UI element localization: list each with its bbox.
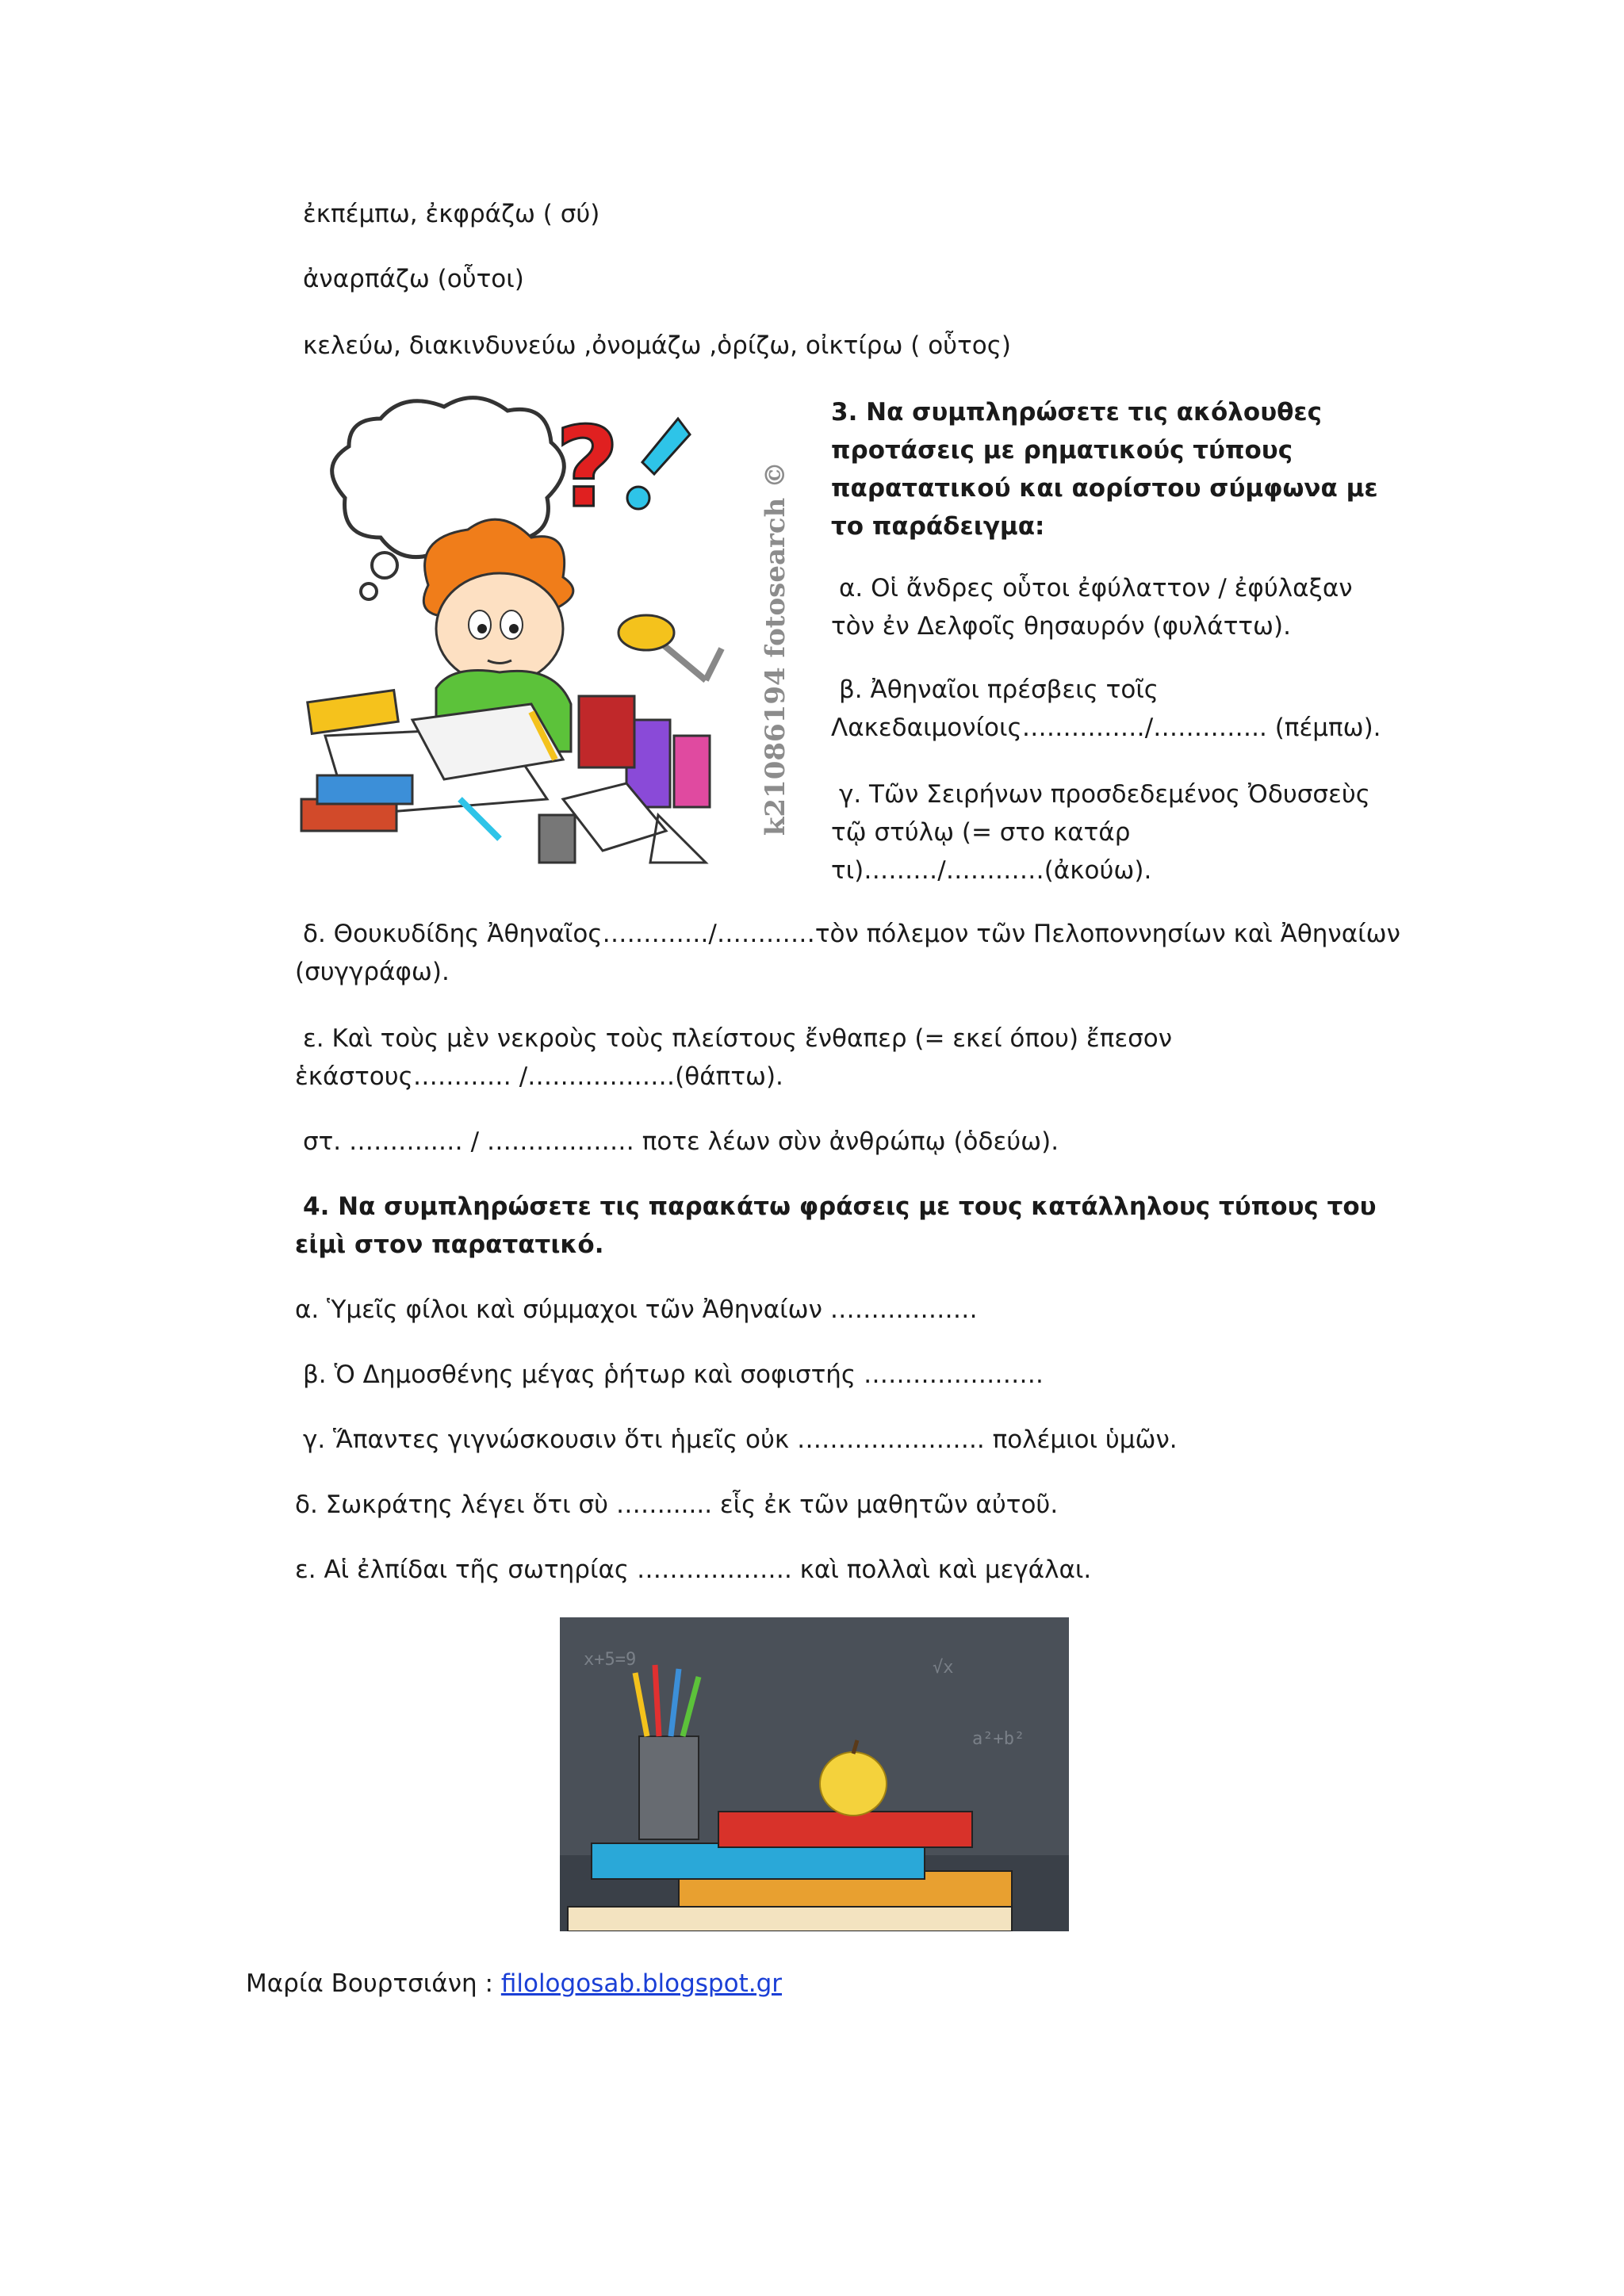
exercise3-e: ε. Καὶ τοὺς μὲν νεκροὺς τοὺς πλείστους ἔνθαπερ (= εκεί όπου) ἔπεσον ἑκάστους………… /………………(θάπτω). bbox=[295, 1024, 1173, 1091]
section4-heading: 4. Να συμπληρώσετε τις παρακάτω φράσεις με τους κατάλληλους τύπους του εἰμὶ στον παρατατικό. bbox=[295, 1192, 1377, 1259]
exercise3-a: α. Οἱ ἄνδρες οὗτοι ἐφύλαττον / ἐφύλαξαν τὸν ἐν Δελφοῖς θησαυρόν (φυλάττω). bbox=[831, 574, 1353, 641]
exercise3-d: δ. Θουκυδίδης Ἀθηναῖος…………./…………τὸν πόλεμον τῶν Πελοποννησίων καὶ Ἀθηναίων (συγγράφω). bbox=[295, 920, 1400, 986]
section3-heading: 3. Να συμπληρώσετε τις ακόλουθες προτάσεις με ρηματικούς τύπους παρατατικού και αορίστου σύμφωνα με το παράδειγμα: bbox=[831, 398, 1378, 541]
exercise3-b: β. Ἀθηναῖοι πρέσβεις τοῖς Λακεδαιμονίοις……………/………….. (πέμπω). bbox=[831, 675, 1381, 742]
footer bbox=[246, 1965, 782, 2003]
svg-text:a²+b²: a²+b² bbox=[972, 1729, 1025, 1749]
exercise4-item: δ. Σωκράτης λέγει ὅτι σὺ ……...... εἷς ἐκ τῶν μαθητῶν αὐτοῦ. bbox=[295, 1490, 1059, 1519]
classroom-photo bbox=[560, 1617, 1069, 1931]
exercise4-item: α. Ὑμεῖς φίλοι καὶ σύμμαχοι τῶν Ἀθηναίων ……………… bbox=[295, 1295, 978, 1324]
verb-line-2: ἀναρπάζω (οὗτοι) bbox=[303, 265, 524, 293]
exercise4-item: β. Ὁ Δημοσθένης μέγας ῥήτωρ καὶ σοφιστής …………………. bbox=[303, 1360, 1044, 1389]
verb-line-1: ἐκπέμπω, ἐκφράζω ( σύ) bbox=[303, 200, 600, 228]
svg-text:?: ? bbox=[555, 404, 620, 533]
exercise4-item: γ. Ἅπαντες γιγνώσκουσιν ὅτι ἡμεῖς οὐκ ………………….. πολέμιοι ὑμῶν. bbox=[303, 1425, 1178, 1454]
author-name: Μαρία Βουρτσιάνη : bbox=[246, 1969, 501, 1998]
watermark: k21086194 fotosearch © bbox=[760, 461, 792, 836]
exercise4-item: ε. Αἱ ἐλπίδαι τῆς σωτηρίας ………………. καὶ πολλαὶ καὶ μεγάλαι. bbox=[295, 1556, 1092, 1584]
svg-text:√x: √x bbox=[933, 1658, 954, 1678]
svg-text:x+5=9: x+5=9 bbox=[584, 1650, 637, 1670]
boy-studying-illustration bbox=[293, 387, 801, 886]
blog-link[interactable]: filologosab.blogspot.gr bbox=[500, 1969, 783, 1998]
exercise3-c: γ. Τῶν Σειρήνων προσδεδεμένος Ὀδυσσεὺς τῷ στύλῳ (= στο κατάρ τι)………/…………(ἀκούω). bbox=[831, 780, 1370, 885]
verb-line-3: κελεύω, διακινδυνεύω ,ὀνομάζω ,ὁρίζω, οἰκτίρω ( οὗτος) bbox=[303, 331, 1012, 360]
exercise3-st: στ. ………..… / ……………… ποτε λέων σὺν ἀνθρώπῳ (ὁδεύω). bbox=[303, 1127, 1059, 1156]
